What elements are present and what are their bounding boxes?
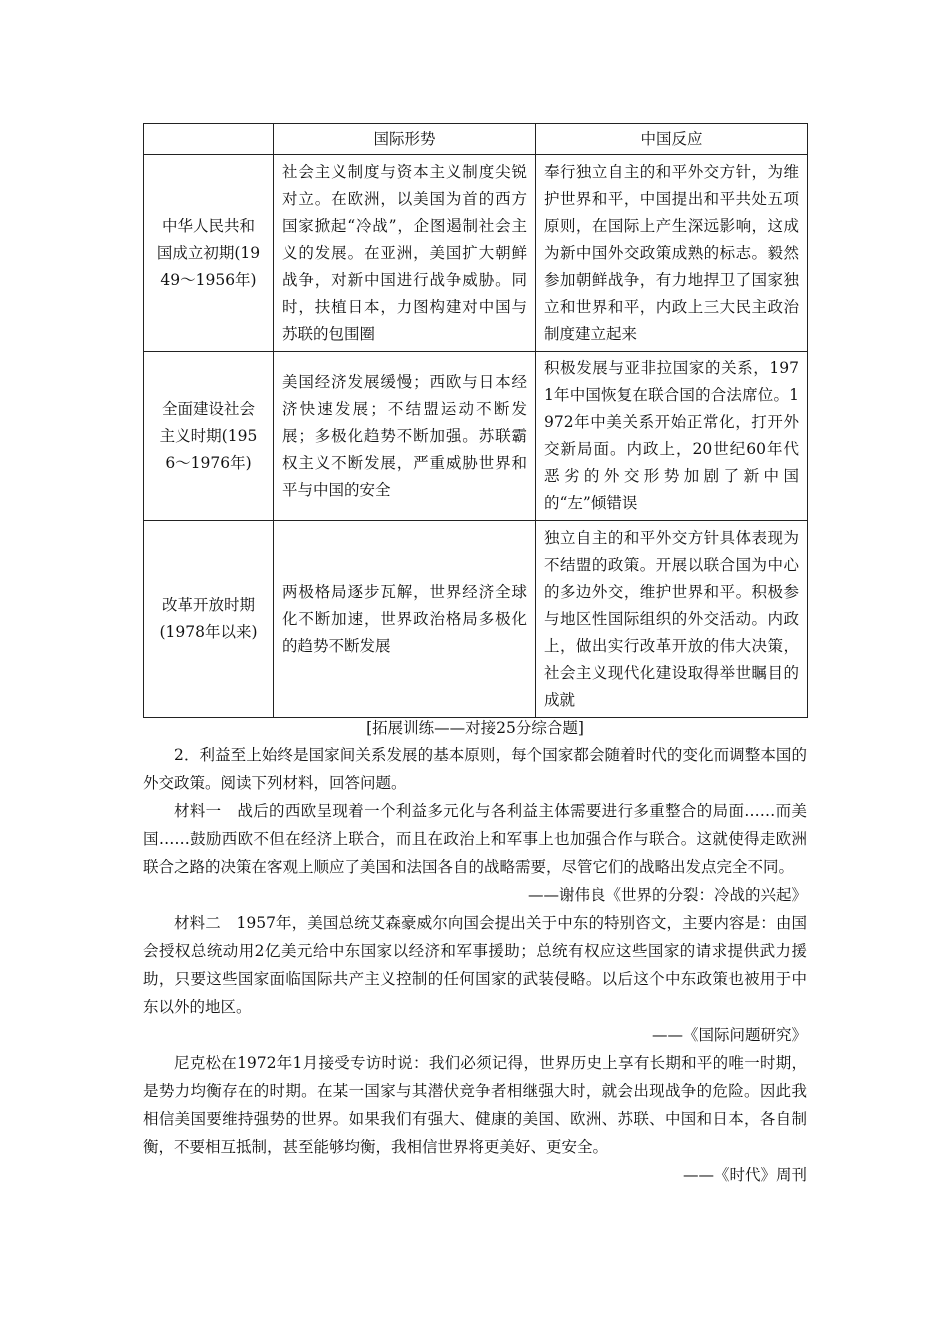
situation-cell: 美国经济发展缓慢；西欧与日本经济快速发展；不结盟运动不断发展；多极化趋势不断加强。苏联霸权主义不断发展，严重威胁世界和平与中国的安全 [274, 352, 536, 521]
response-cell: 积极发展与亚非拉国家的关系，1971年中国恢复在联合国的合法席位。1972年中美关系开始正常化，打开外交新局面。内政上，20世纪60年代恶劣的外交形势加剧了新中国的“左”倾错误 [536, 352, 808, 521]
response-cell: 奉行独立自主的和平外交方针，为维护世界和平，中国提出和平共处五项原则，在国际上产生深远影响，这成为新中国外交政策成熟的标志。毅然参加朝鲜战争，有力地捍卫了国家独立和世界和平，内政上三大民主政治制度建立起来 [536, 155, 808, 352]
table-row [144, 352, 808, 521]
table-header-empty [144, 124, 274, 155]
material-three-text: 尼克松在1972年1月接受专访时说：我们必须记得，世界历史上享有长期和平的唯一时期，是势力均衡存在的时期。在某一国家与其潜伏竞争者相继强大时，就会出现战争的危险。因此我相信美国要维持强势的世界。如果我们有强大、健康的美国、欧洲、苏联、中国和日本，各自制衡，不要相互抵制，甚至能够均衡，我相信世界将更美好、更安全。 [143, 1054, 807, 1156]
situation-cell: 社会主义制度与资本主义制度尖锐对立。在欧洲，以美国为首的西方国家掀起“冷战”，企图遏制社会主义的发展。在亚洲，美国扩大朝鲜战争，对新中国进行战争威胁。同时，扶植日本，力图构建对中国与苏联的包围圈 [274, 155, 536, 352]
period-cell: 改革开放时期(1978年以来) [144, 521, 274, 718]
period-cell: 全面建设社会主义时期(1956～1976年) [144, 352, 274, 521]
material-two-text: 材料二 1957年，美国总统艾森豪威尔向国会提出关于中东的特别咨文，主要内容是：由国会授权总统动用2亿美元给中东国家以经济和军事援助；总统有权应这些国家的请求提供武力援助，只要这些国家面临国际共产主义控制的任何国家的武装侵略。以后这个中东政策也被用于中东以外的地区。 [143, 914, 807, 1016]
section-subtitle: [拓展训练——对接25分综合题] [366, 719, 584, 737]
material-three-source: ——《时代》周刊 [682, 1166, 807, 1184]
material-two-source: ——《国际问题研究》 [651, 1026, 807, 1044]
material-one-text: 材料一 战后的西欧呈现着一个利益多元化与各利益主体需要进行多重整合的局面……而美国……鼓励西欧不但在经济上联合，而且在政治上和军事上也加强合作与联合。这就使得走欧洲联合之路的决策在客观上顺应了美国和法国各自的战略需要，尽管它们的战略出发点完全不同。 [143, 802, 807, 876]
table-header-international-situation: 国际形势 [274, 124, 536, 155]
foreign-policy-table [143, 123, 808, 718]
period-cell: 中华人民共和国成立初期(1949～1956年) [144, 155, 274, 352]
question-block [143, 741, 807, 1189]
question-text: 2．利益至上始终是国家间关系发展的基本原则，每个国家都会随着时代的变化而调整本国的外交政策。阅读下列材料，回答问题。 [143, 746, 807, 792]
table-row [144, 521, 808, 718]
response-cell: 独立自主的和平外交方针具体表现为不结盟的政策。开展以联合国为中心的多边外交，维护世界和平。积极参与地区性国际组织的外交活动。内政上，做出实行改革开放的伟大决策，社会主义现代化建设取得举世瞩目的成就 [536, 521, 808, 718]
situation-cell: 两极格局逐步瓦解，世界经济全球化不断加速，世界政治格局多极化的趋势不断发展 [274, 521, 536, 718]
table-header-china-response: 中国反应 [536, 124, 808, 155]
table-row [144, 155, 808, 352]
material-one-source: ——谢伟良《世界的分裂：冷战的兴起》 [527, 886, 807, 904]
table-header-row [144, 124, 808, 155]
